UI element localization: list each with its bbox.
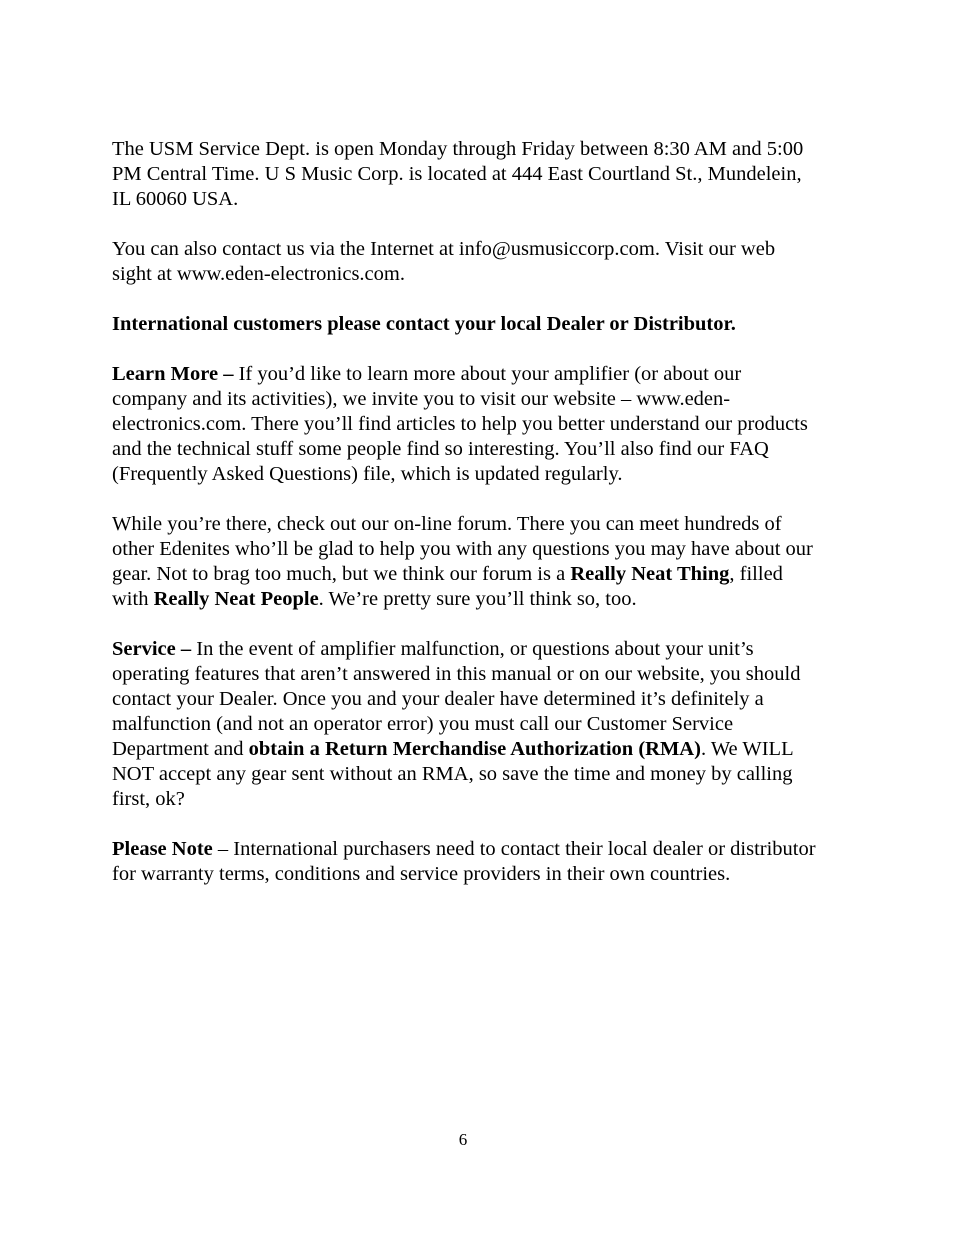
learn-more-heading: Learn More – bbox=[112, 363, 234, 385]
service-heading: Service – bbox=[112, 638, 192, 660]
service-rma-bold: obtain a Return Merchandise Authorization (RMA) bbox=[248, 738, 701, 760]
learn-more-text: If you’d like to learn more about your amplifier (or about our company and its activities), we invite you to visit our website – www.eden-electronics.com. There you’ll find articles to help you better understand our products and the technical stuff some people find so interesting. You’ll also find our FAQ (Frequently Asked Questions) file, which is updated regularly. bbox=[112, 363, 808, 485]
page-number: 6 bbox=[458, 1130, 468, 1149]
service-hours-text: The USM Service Dept. is open Monday through Friday between 8:30 AM and 5:00 PM Central Time. U S Music Corp. is located at 444 East Courtland St., Mundelein, IL 60060 USA. bbox=[112, 138, 804, 210]
internet-contact-paragraph bbox=[112, 237, 820, 287]
forum-text-3: . We’re pretty sure you’ll think so, too. bbox=[318, 588, 637, 610]
internet-contact-text: You can also contact us via the Internet at info@usmusiccorp.com. Visit our web sight at www.eden-electronics.com. bbox=[112, 238, 776, 285]
international-customers-paragraph bbox=[112, 312, 820, 337]
service-paragraph bbox=[112, 637, 820, 812]
service-hours-paragraph bbox=[112, 137, 820, 212]
please-note-text: – International purchasers need to contact their local dealer or distributor for warranty terms, conditions and service providers in their own countries. bbox=[112, 838, 816, 885]
service-text-1: In the event of amplifier malfunction, or questions about your unit’s operating features that aren’t answered in this manual or on our website, you should contact your Dealer. Once you and your dealer have determined it’s definitely a malfunction (and not an operator error) you must call our Customer Service Department and bbox=[112, 638, 801, 760]
learn-more-paragraph bbox=[112, 362, 820, 487]
forum-bold-1: Really Neat Thing bbox=[570, 563, 730, 585]
forum-bold-2: Really Neat People bbox=[153, 588, 319, 610]
please-note-heading: Please Note bbox=[112, 838, 213, 860]
forum-text-2: , filled with bbox=[112, 563, 783, 610]
service-text-2: . We WILL NOT accept any gear sent without an RMA, so save the time and money by calling first, ok? bbox=[112, 738, 793, 810]
please-note-paragraph bbox=[112, 837, 820, 887]
international-customers-text: International customers please contact your local Dealer or Distributor. bbox=[112, 313, 736, 335]
document-page bbox=[112, 137, 820, 912]
forum-text-1: While you’re there, check out our on-line forum. There you can meet hundreds of other Edenites who’ll be glad to help you with any questions you may have about our gear. Not to brag too much, but we think our forum is a bbox=[112, 513, 813, 585]
forum-paragraph bbox=[112, 512, 820, 612]
